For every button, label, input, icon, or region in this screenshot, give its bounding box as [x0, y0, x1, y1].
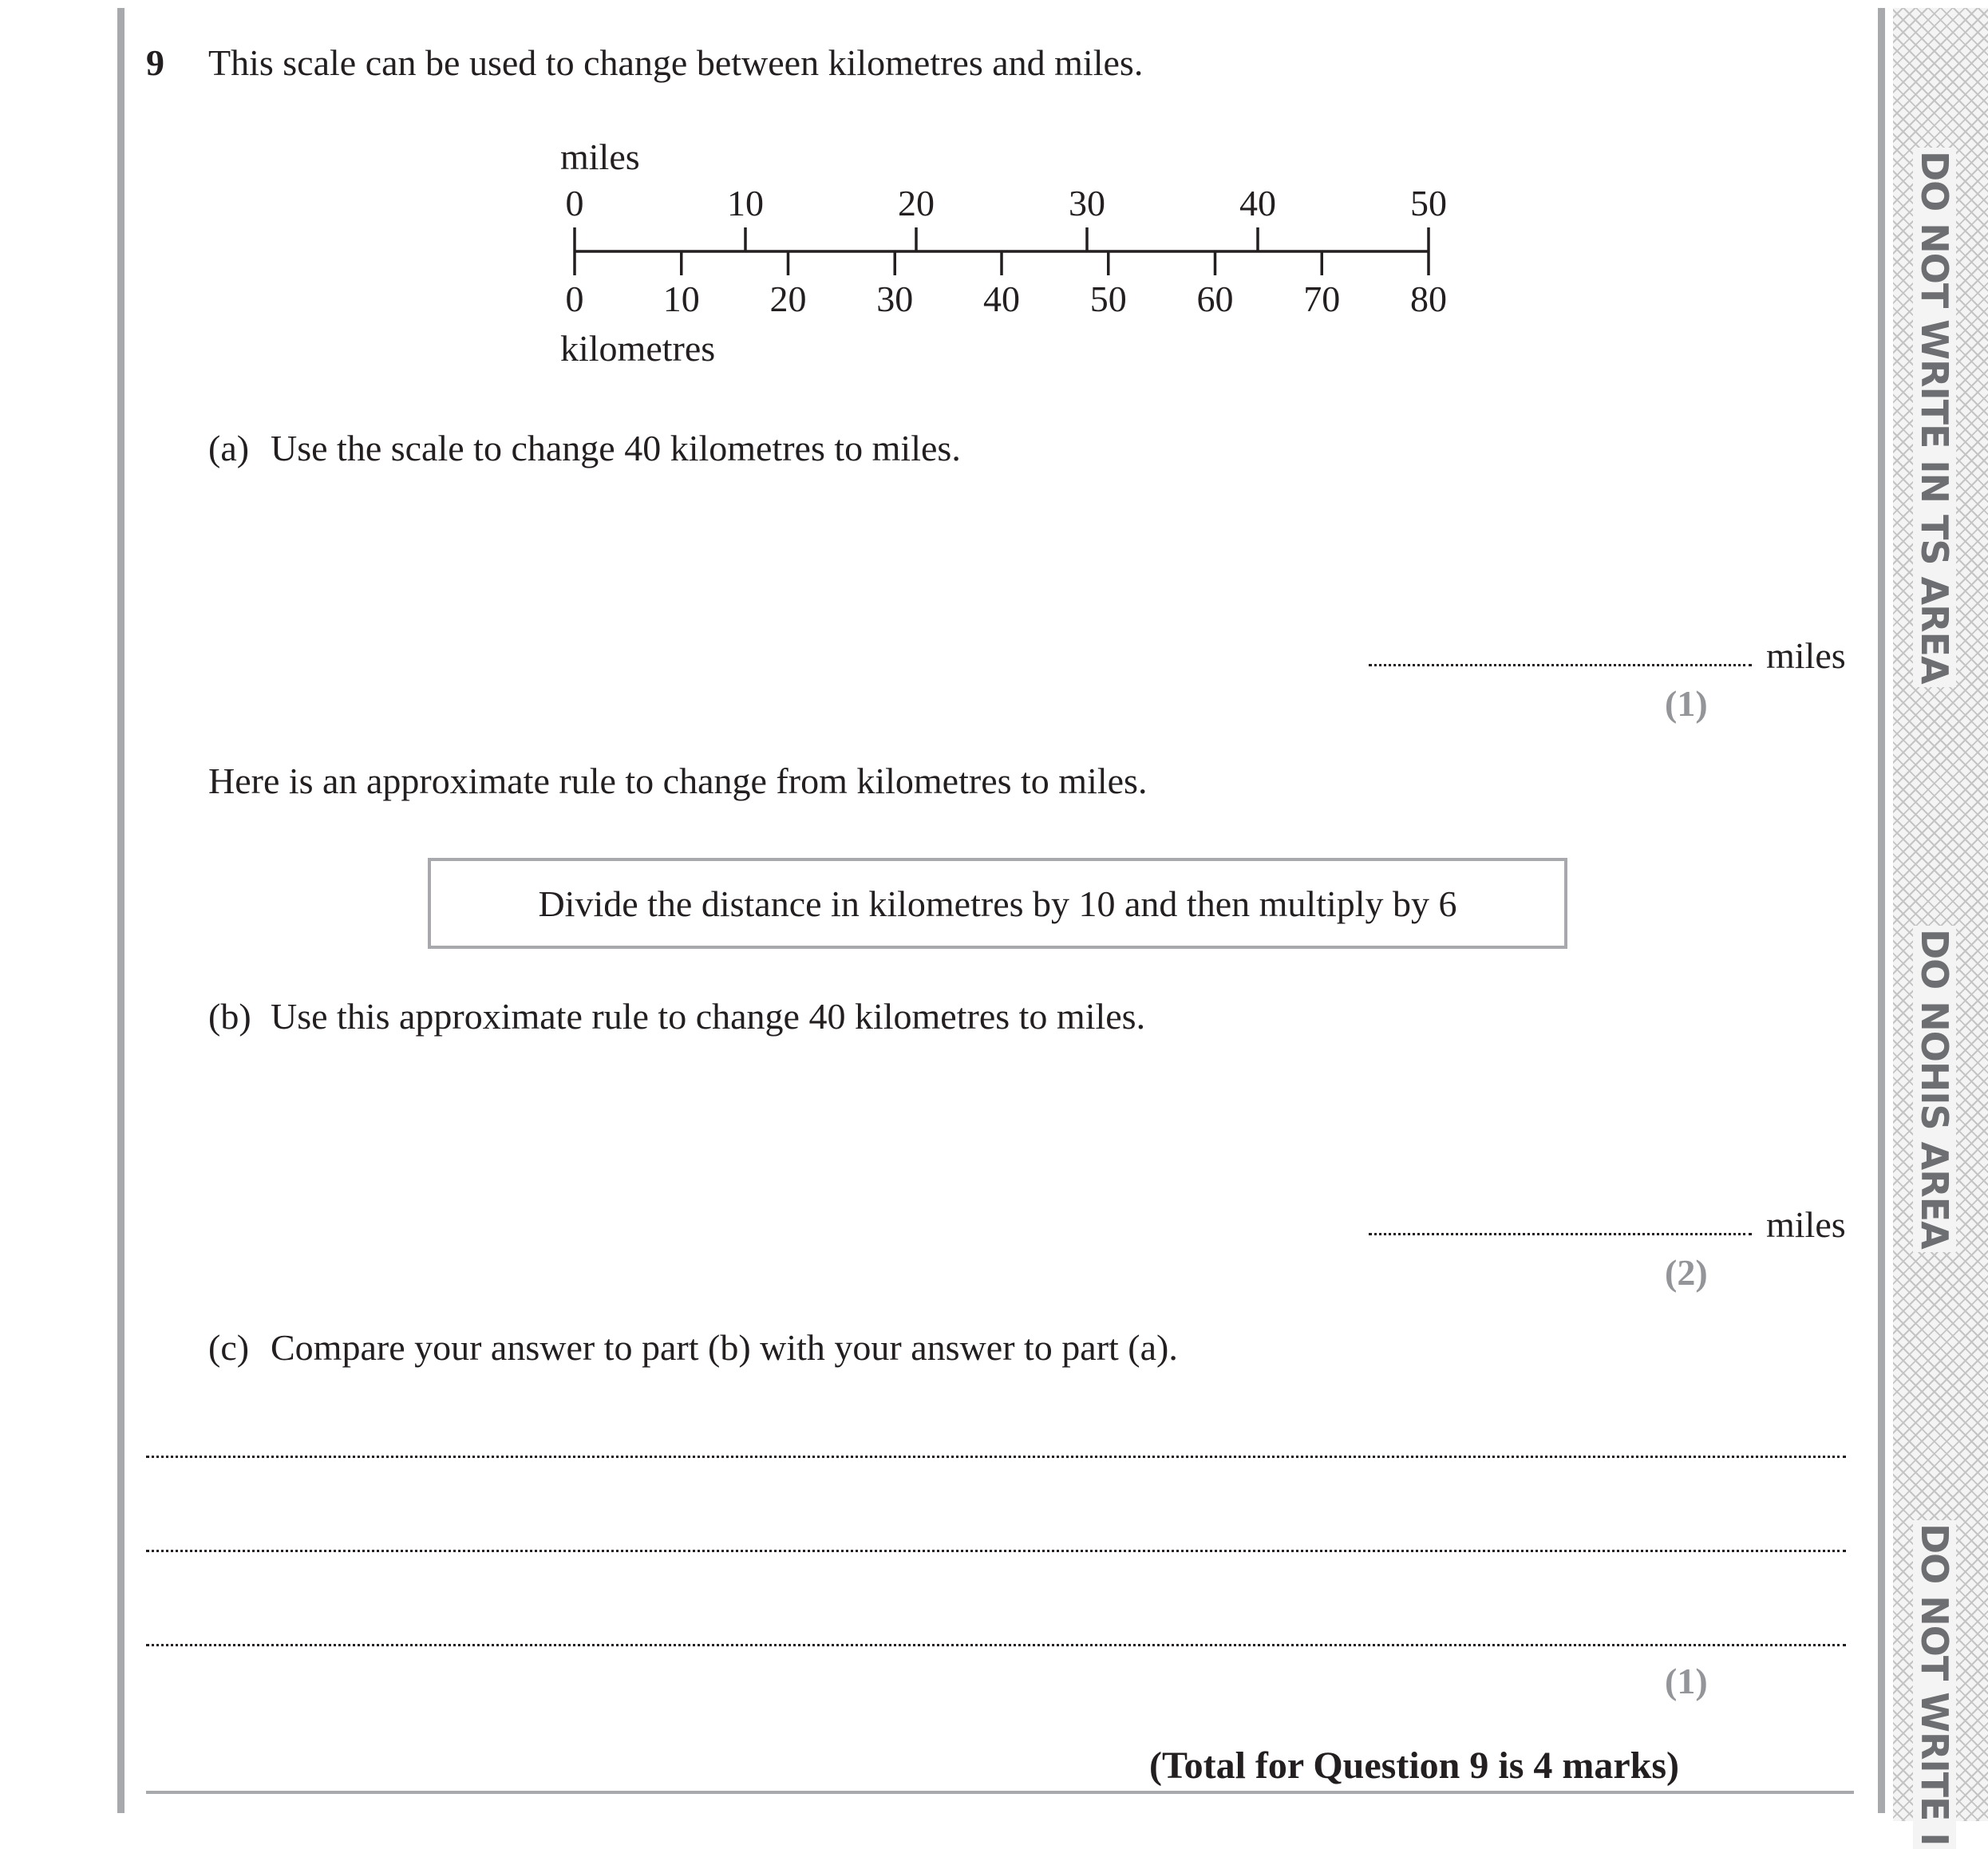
question-total: (Total for Question 9 is 4 marks): [1149, 1744, 1680, 1787]
margin-warning-3: DO NOT WRITE I: [1913, 1520, 1956, 1849]
question-stem: This scale can be used to change between kilometres and miles.: [208, 42, 1144, 83]
km-tick-label: 40: [983, 279, 1020, 319]
part-c-label: (c): [208, 1327, 250, 1368]
part-c-answer-line-3[interactable]: [146, 1644, 1846, 1646]
km-tick-label: 10: [662, 279, 700, 319]
rule-box-text: Divide the distance in kilometres by 10 and then multiply by 6: [538, 883, 1457, 924]
km-tick-label: 0: [565, 279, 584, 319]
miles-tick-label: 50: [1410, 183, 1447, 223]
miles-tick-label: 0: [565, 183, 584, 223]
miles-tick-label: 20: [898, 183, 935, 223]
question-number: 9: [146, 42, 164, 83]
part-c-text: Compare your answer to part (b) with your answer to part (a).: [271, 1327, 1178, 1368]
part-c-question: [208, 1326, 1178, 1369]
miles-tick-label: 10: [727, 183, 764, 223]
part-c-answer-line-2[interactable]: [146, 1550, 1846, 1552]
rule-box: [428, 858, 1567, 949]
conversion-scale: [551, 136, 1476, 383]
part-b-unit: miles: [1766, 1204, 1846, 1245]
right-margin-bar: [1878, 8, 1885, 1813]
kilometres-axis-label: kilometres: [560, 328, 716, 369]
part-a-question: [208, 427, 961, 469]
rule-intro: Here is an approximate rule to change from kilometres to miles.: [208, 761, 1148, 801]
part-a-answer-line[interactable]: [1369, 664, 1752, 666]
part-b-label: (b): [208, 996, 251, 1037]
part-a-text: Use the scale to change 40 kilometres to miles.: [271, 428, 961, 468]
miles-axis-label: miles: [560, 136, 640, 177]
miles-tick-label: 30: [1069, 183, 1105, 223]
part-a-unit: miles: [1766, 635, 1846, 676]
miles-tick-label: 40: [1239, 183, 1276, 223]
margin-warning-2: DO NOHIS AREA: [1913, 926, 1956, 1252]
part-b-text: Use this approximate rule to change 40 kilometres to miles.: [271, 996, 1146, 1037]
part-b-answer-line[interactable]: [1369, 1233, 1752, 1235]
left-margin-bar: [117, 8, 124, 1813]
km-tick-label: 50: [1089, 279, 1127, 319]
km-tick-label: 60: [1196, 279, 1234, 319]
part-a-marks: (1): [1665, 683, 1708, 724]
part-b-question: [208, 995, 1145, 1037]
km-tick-label: 70: [1303, 279, 1341, 319]
question-end-rule: [146, 1791, 1854, 1794]
part-c-answer-line-1[interactable]: [146, 1456, 1846, 1458]
km-tick-label: 80: [1410, 279, 1447, 319]
part-b-marks: (2): [1665, 1252, 1708, 1293]
part-c-marks: (1): [1665, 1661, 1708, 1701]
part-a-label: (a): [208, 428, 250, 468]
km-tick-label: 30: [876, 279, 914, 319]
margin-warning-1: DO NOT WRITE IN TS AREA: [1913, 148, 1956, 687]
km-tick-label: 20: [769, 279, 807, 319]
